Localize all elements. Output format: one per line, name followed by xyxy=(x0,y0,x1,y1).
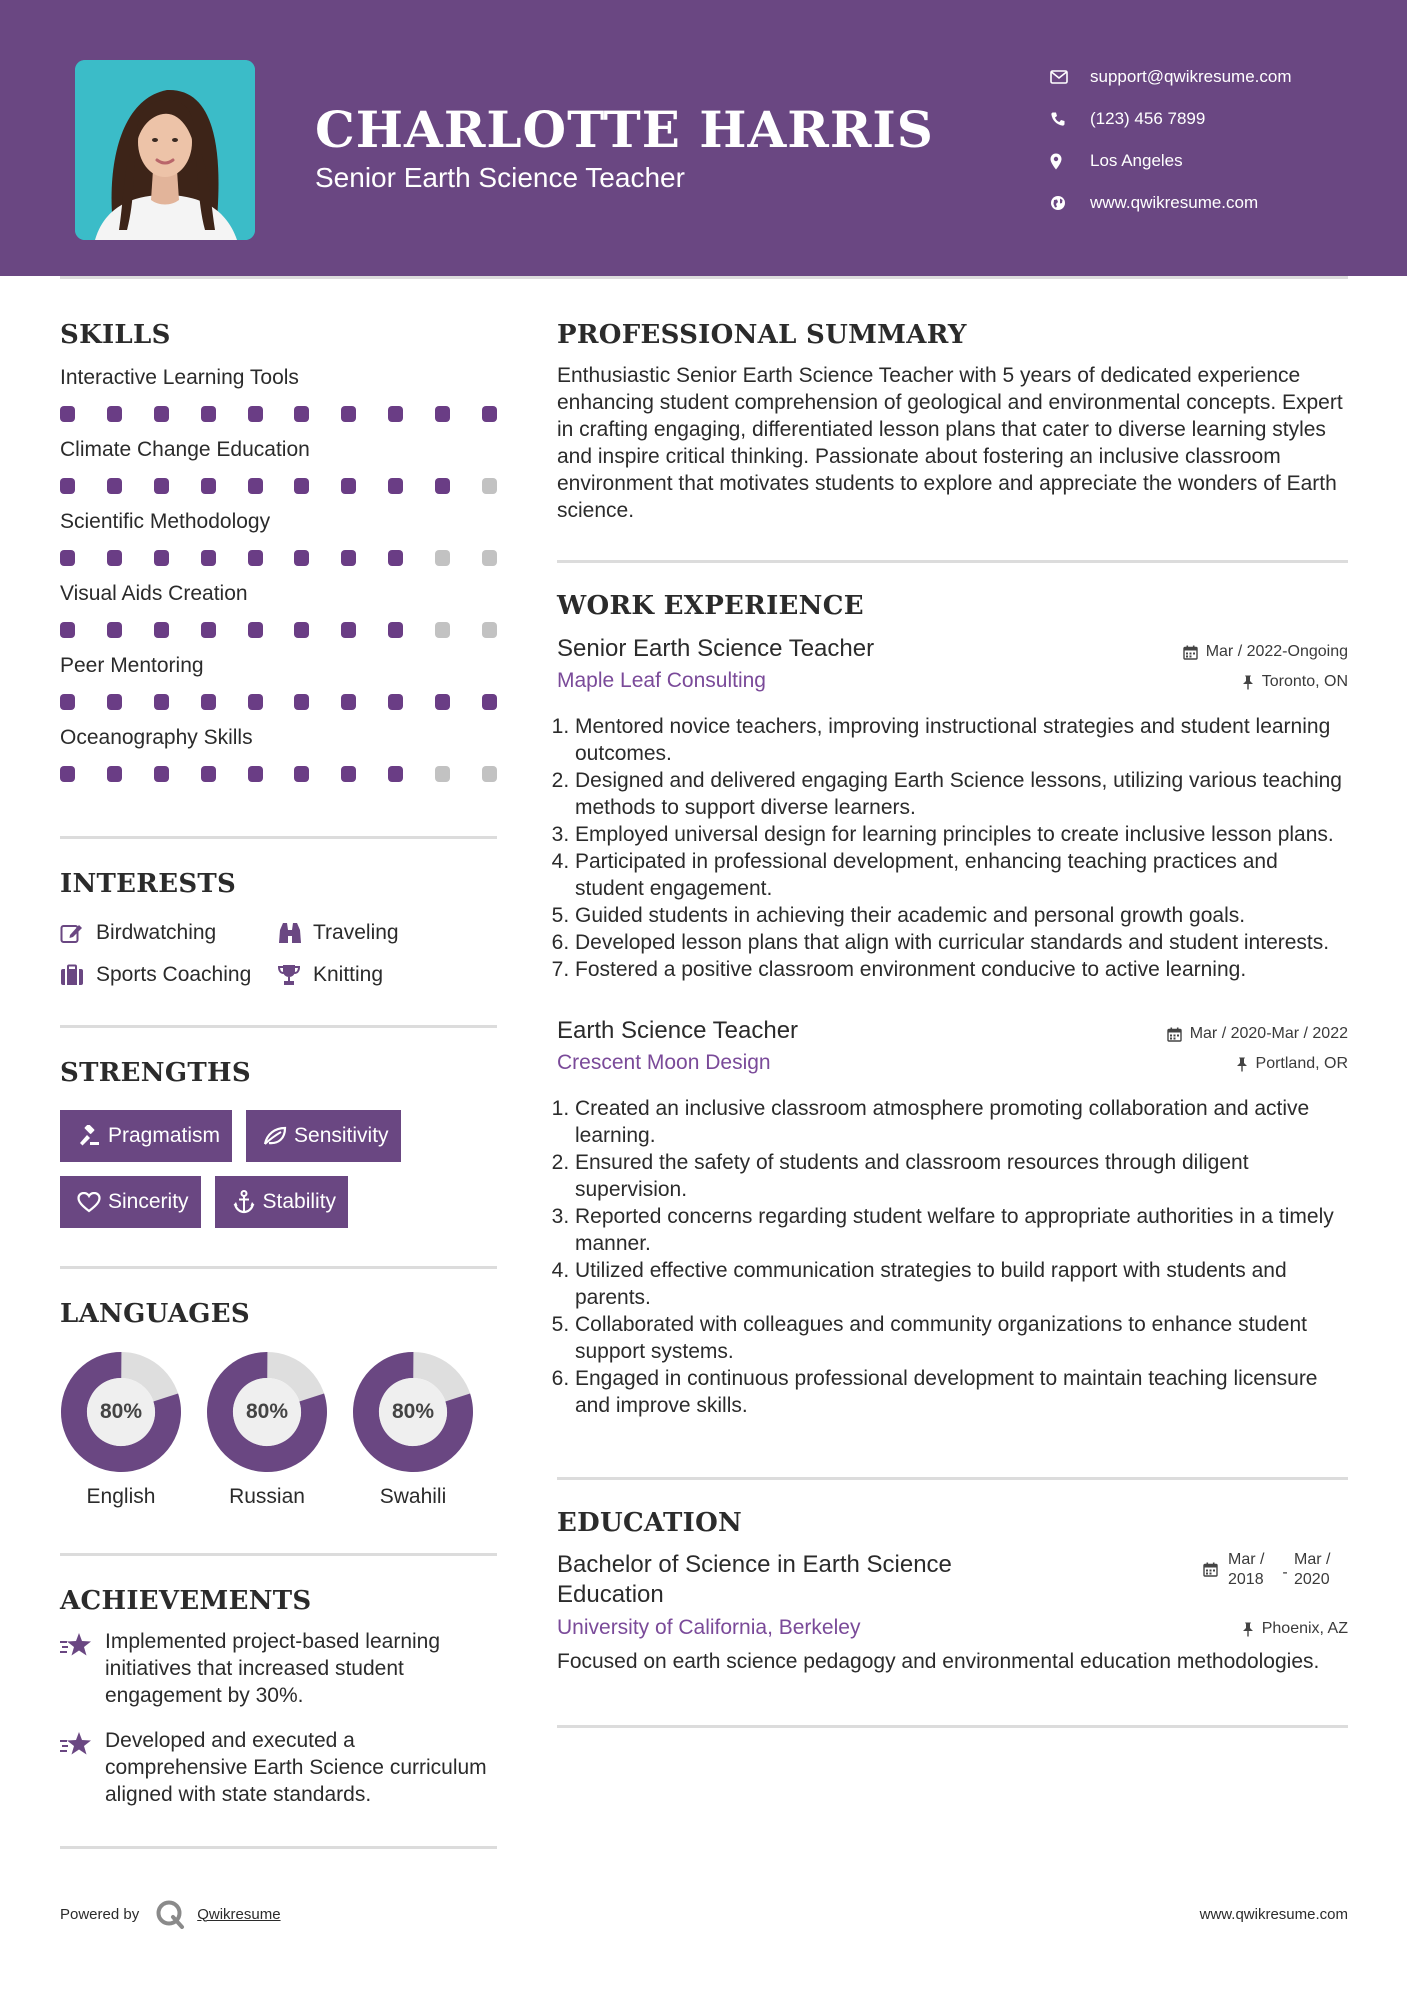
interest-item xyxy=(277,921,487,945)
pushpin-icon xyxy=(1236,1057,1248,1072)
left-column xyxy=(60,320,497,1849)
skill-label: Climate Change Education xyxy=(60,438,310,461)
language-item xyxy=(60,1351,182,1509)
achievement-text: Developed and executed a comprehensive Earth Science curriculum aligned with state standards. xyxy=(105,1729,487,1806)
leaf-icon xyxy=(256,1126,294,1146)
powered-by-label: Powered by xyxy=(60,1905,140,1923)
rating-dot-empty xyxy=(435,766,450,782)
interest-item xyxy=(60,963,277,987)
education-date-separator: - xyxy=(1282,1564,1288,1581)
binoculars-icon xyxy=(277,922,313,944)
achievements-title: ACHIEVEMENTS xyxy=(60,1586,312,1616)
language-item xyxy=(352,1351,474,1509)
resume-header xyxy=(0,0,1407,276)
strength-label: Sensitivity xyxy=(294,1124,389,1147)
skill-rating xyxy=(60,766,497,782)
company-name: Crescent Moon Design xyxy=(557,1051,771,1074)
rating-dot-filled xyxy=(107,478,122,494)
contact-email-text: support@qwikresume.com xyxy=(1090,67,1292,86)
language-donut xyxy=(60,1351,182,1473)
calendar-icon xyxy=(1167,1027,1182,1042)
rating-dot-filled xyxy=(201,622,216,638)
rating-dot-filled xyxy=(388,766,403,782)
rating-dot-filled xyxy=(60,406,75,422)
company-name: Maple Leaf Consulting xyxy=(557,669,766,692)
rating-dot-filled xyxy=(388,622,403,638)
skill-label: Scientific Methodology xyxy=(60,510,271,533)
education-location xyxy=(1242,1620,1348,1638)
rating-dot-filled xyxy=(107,766,122,782)
section-divider xyxy=(60,1553,497,1556)
summary-section xyxy=(557,320,1348,524)
rating-dot-filled xyxy=(294,694,309,710)
section-divider xyxy=(557,1477,1348,1480)
skills-section xyxy=(60,320,497,782)
rating-dot-filled xyxy=(435,478,450,494)
rating-dot-empty xyxy=(482,766,497,782)
skill-rating xyxy=(60,694,497,710)
strength-label: Stability xyxy=(262,1190,337,1213)
rating-dot-filled xyxy=(60,478,75,494)
rating-dot-filled xyxy=(294,406,309,422)
job-subheader xyxy=(557,669,1348,693)
job-header xyxy=(557,1017,1348,1045)
job-subheader xyxy=(557,1051,1348,1075)
education-dates xyxy=(1203,1550,1348,1590)
language-donut xyxy=(206,1351,328,1473)
rating-dot-filled xyxy=(201,406,216,422)
job-bullet: 5. Guided students in achieving their academic and personal growth goals. xyxy=(575,902,1348,929)
header-divider xyxy=(60,276,1348,279)
interests-title: INTERESTS xyxy=(60,869,237,899)
job-dates-text: Mar / 2020-Mar / 2022 xyxy=(1189,1025,1348,1042)
interests-section xyxy=(60,869,497,987)
rating-dot-empty xyxy=(435,550,450,566)
pushpin-icon xyxy=(1242,1622,1254,1637)
contact-website-text: www.qwikresume.com xyxy=(1090,193,1259,212)
skill-rating xyxy=(60,478,497,494)
education-end: Mar / 2020 xyxy=(1294,1551,1331,1588)
contact-location xyxy=(1050,140,1292,182)
job-title: Earth Science Teacher xyxy=(557,1017,799,1044)
section-divider xyxy=(60,1846,497,1849)
job-bullet: 5. Collaborated with colleagues and community organizations to enhance student support systems. xyxy=(575,1311,1348,1365)
job-location xyxy=(1242,673,1348,691)
section-divider xyxy=(60,1266,497,1269)
job-bullet: 4. Participated in professional development, enhancing teaching practices and student engagement. xyxy=(575,848,1348,902)
job-header xyxy=(557,635,1348,663)
job-bullets xyxy=(557,713,1348,983)
languages-title: LANGUAGES xyxy=(60,1299,250,1329)
strength-chip xyxy=(215,1176,349,1228)
rating-dot-filled xyxy=(341,766,356,782)
phone-icon xyxy=(1050,111,1090,127)
pushpin-icon xyxy=(1242,675,1254,690)
language-percent: 80% xyxy=(391,1400,435,1423)
rating-dot-filled xyxy=(154,478,169,494)
job-bullet: 3. Reported concerns regarding student welfare to appropriate authorities in a timely manner. xyxy=(575,1203,1348,1257)
degree-name: Bachelor of Science in Earth Science Education xyxy=(557,1551,952,1608)
briefcase-icon xyxy=(60,964,96,986)
education-subheader xyxy=(557,1616,1348,1640)
summary-title: PROFESSIONAL SUMMARY xyxy=(557,320,967,350)
strength-chip xyxy=(60,1110,232,1162)
achievements-section xyxy=(60,1586,497,1808)
job-bullet: 2. Designed and delivered engaging Earth Science lessons, utilizing various teaching methods to support diverse learners. xyxy=(575,767,1348,821)
rating-dot-filled xyxy=(294,622,309,638)
rating-dot-filled xyxy=(107,550,122,566)
skills-title: SKILLS xyxy=(60,320,171,350)
job-bullet: 1. Mentored novice teachers, improving instructional strategies and student learning outcomes. xyxy=(575,713,1348,767)
achievement-item xyxy=(60,1628,497,1709)
strength-label: Pragmatism xyxy=(108,1124,221,1147)
languages-list xyxy=(60,1351,497,1509)
job-bullet: 4. Utilized effective communication strategies to build rapport with students and parents. xyxy=(575,1257,1348,1311)
rating-dot-filled xyxy=(60,694,75,710)
contact-location-text: Los Angeles xyxy=(1090,151,1183,170)
section-divider xyxy=(60,836,497,839)
skill-rating xyxy=(60,406,497,422)
job-location-text: Toronto, ON xyxy=(1261,673,1348,690)
job-entry xyxy=(557,1017,1348,1419)
rating-dot-filled xyxy=(388,550,403,566)
rating-dot-filled xyxy=(107,406,122,422)
trophy-icon xyxy=(277,964,313,986)
rating-dot-filled xyxy=(201,766,216,782)
rating-dot-filled xyxy=(107,694,122,710)
skill-item xyxy=(60,510,497,566)
rating-dot-filled xyxy=(388,406,403,422)
rating-dot-filled xyxy=(482,406,497,422)
rating-dot-filled xyxy=(154,766,169,782)
rating-dot-filled xyxy=(294,478,309,494)
skill-item xyxy=(60,366,497,422)
job-dates xyxy=(1167,1025,1348,1043)
job-dates-text: Mar / 2022-Ongoing xyxy=(1205,643,1348,660)
interests-list xyxy=(60,921,497,987)
rating-dot-filled xyxy=(60,622,75,638)
language-item xyxy=(206,1351,328,1509)
rating-dot-filled xyxy=(201,550,216,566)
job-bullet: 2. Ensured the safety of students and classroom resources through diligent supervision. xyxy=(575,1149,1348,1203)
section-divider xyxy=(557,560,1348,563)
rating-dot-filled xyxy=(388,478,403,494)
language-label: Swahili xyxy=(379,1485,447,1508)
job-bullet: 6. Engaged in continuous professional development to maintain teaching licensure and improve skills. xyxy=(575,1365,1348,1419)
job-entry xyxy=(557,635,1348,983)
strength-label: Sincerity xyxy=(108,1190,189,1213)
rating-dot-filled xyxy=(294,766,309,782)
contact-phone[interactable] xyxy=(1050,98,1292,140)
interest-item xyxy=(277,963,487,987)
rating-dot-filled xyxy=(248,694,263,710)
rating-dot-filled xyxy=(341,478,356,494)
education-location-text: Phoenix, AZ xyxy=(1261,1620,1348,1637)
anchor-icon xyxy=(225,1190,263,1214)
job-bullets xyxy=(557,1095,1348,1419)
education-section xyxy=(557,1508,1348,1675)
rating-dot-filled xyxy=(154,550,169,566)
skill-rating xyxy=(60,622,497,638)
experience-section xyxy=(557,591,1348,1419)
job-bullet: 1. Created an inclusive classroom atmosphere promoting collaboration and active learning. xyxy=(575,1095,1348,1149)
strength-chip xyxy=(246,1110,401,1162)
achievement-item xyxy=(60,1727,497,1808)
skill-item xyxy=(60,726,497,782)
gavel-icon xyxy=(70,1125,108,1147)
right-column xyxy=(557,320,1348,1728)
rating-dot-filled xyxy=(201,478,216,494)
language-donut xyxy=(352,1351,474,1473)
rating-dot-empty xyxy=(435,622,450,638)
strength-chip xyxy=(60,1176,201,1228)
skill-label: Visual Aids Creation xyxy=(60,582,248,605)
job-bullet: 7. Fostered a positive classroom environment conducive to active learning. xyxy=(575,956,1348,983)
skill-item xyxy=(60,438,497,494)
rating-dot-filled xyxy=(341,406,356,422)
interest-label: Knitting xyxy=(313,963,384,986)
school-name: University of California, Berkeley xyxy=(557,1616,861,1639)
job-title: Senior Earth Science Teacher xyxy=(557,635,875,662)
achievement-text: Implemented project-based learning initiatives that increased student engagement by 30%. xyxy=(105,1630,441,1707)
globe-icon xyxy=(1050,195,1090,211)
education-header xyxy=(557,1550,1348,1610)
skill-item xyxy=(60,654,497,710)
footer xyxy=(60,1898,1348,1930)
edit-icon xyxy=(60,922,96,944)
section-divider xyxy=(60,1025,497,1028)
education-title: EDUCATION xyxy=(557,1508,743,1538)
star-icon xyxy=(60,1628,105,1709)
skill-label: Oceanography Skills xyxy=(60,726,253,749)
skill-rating xyxy=(60,550,497,566)
rating-dot-empty xyxy=(482,550,497,566)
qwikresume-link[interactable]: Qwikresume xyxy=(197,1905,281,1923)
rating-dot-filled xyxy=(201,694,216,710)
rating-dot-filled xyxy=(60,550,75,566)
profile-photo xyxy=(75,60,255,240)
rating-dot-filled xyxy=(341,694,356,710)
rating-dot-filled xyxy=(248,406,263,422)
rating-dot-filled xyxy=(107,622,122,638)
rating-dot-filled xyxy=(154,694,169,710)
rating-dot-filled xyxy=(248,622,263,638)
rating-dot-empty xyxy=(482,478,497,494)
rating-dot-filled xyxy=(154,406,169,422)
interest-item xyxy=(60,921,277,945)
language-label: English xyxy=(86,1485,156,1508)
rating-dot-filled xyxy=(341,622,356,638)
job-location-text: Portland, OR xyxy=(1255,1055,1348,1072)
star-icon xyxy=(60,1727,105,1808)
rating-dot-empty xyxy=(482,622,497,638)
skill-item xyxy=(60,582,497,638)
section-divider xyxy=(557,1725,1348,1728)
heart-icon xyxy=(70,1192,108,1213)
candidate-role: Senior Earth Science Teacher xyxy=(315,162,685,193)
rating-dot-filled xyxy=(248,478,263,494)
job-bullet: 6. Developed lesson plans that align with curricular standards and student interests. xyxy=(575,929,1348,956)
rating-dot-filled xyxy=(248,766,263,782)
calendar-icon xyxy=(1203,1562,1218,1577)
candidate-name: CHARLOTTE HARRIS xyxy=(315,100,934,159)
strengths-list xyxy=(60,1110,497,1228)
rating-dot-filled xyxy=(435,406,450,422)
strengths-section xyxy=(60,1058,497,1228)
language-percent: 80% xyxy=(99,1400,143,1423)
rating-dot-filled xyxy=(248,550,263,566)
contact-list xyxy=(1050,56,1292,224)
envelope-icon xyxy=(1050,70,1090,84)
interest-label: Traveling xyxy=(313,921,399,944)
interest-label: Birdwatching xyxy=(96,921,217,944)
footer-brand xyxy=(60,1899,281,1929)
job-bullet: 3. Employed universal design for learning principles to create inclusive lesson plans. xyxy=(575,821,1348,848)
rating-dot-filled xyxy=(388,694,403,710)
skills-list xyxy=(60,366,497,782)
rating-dot-filled xyxy=(482,694,497,710)
contact-email[interactable] xyxy=(1050,56,1292,98)
languages-section xyxy=(60,1299,497,1509)
language-percent: 80% xyxy=(245,1400,289,1423)
rating-dot-filled xyxy=(60,766,75,782)
contact-phone-text: (123) 456 7899 xyxy=(1090,109,1206,128)
rating-dot-filled xyxy=(435,694,450,710)
skill-label: Peer Mentoring xyxy=(60,654,204,677)
language-label: Russian xyxy=(229,1485,305,1508)
rating-dot-filled xyxy=(294,550,309,566)
summary-text: Enthusiastic Senior Earth Science Teacher with 5 years of dedicated experience enhancing student comprehension of geological and environmental concepts. Expert in crafting engaging, differentiated lesson plans that cater to diverse learning styles and inspire critical thinking. Passionate about fostering an inclusive classroom environment that motivates students to explore and appreciate the wonders of Earth science. xyxy=(557,364,1343,522)
map-pin-icon xyxy=(1050,153,1090,170)
strengths-title: STRENGTHS xyxy=(60,1058,251,1088)
rating-dot-filled xyxy=(341,550,356,566)
rating-dot-filled xyxy=(154,622,169,638)
interest-label: Sports Coaching xyxy=(96,963,252,986)
qwikresume-logo-icon xyxy=(155,1899,185,1929)
footer-website[interactable]: www.qwikresume.com xyxy=(1199,1905,1348,1923)
experience-title: WORK EXPERIENCE xyxy=(557,591,864,621)
job-location xyxy=(1236,1055,1348,1073)
education-description: Focused on earth science pedagogy and environmental education methodologies. xyxy=(557,1650,1320,1673)
job-dates xyxy=(1183,643,1348,661)
contact-website[interactable] xyxy=(1050,182,1292,224)
education-start: Mar / 2018 xyxy=(1228,1551,1265,1588)
calendar-icon xyxy=(1183,645,1198,660)
skill-label: Interactive Learning Tools xyxy=(60,366,299,389)
